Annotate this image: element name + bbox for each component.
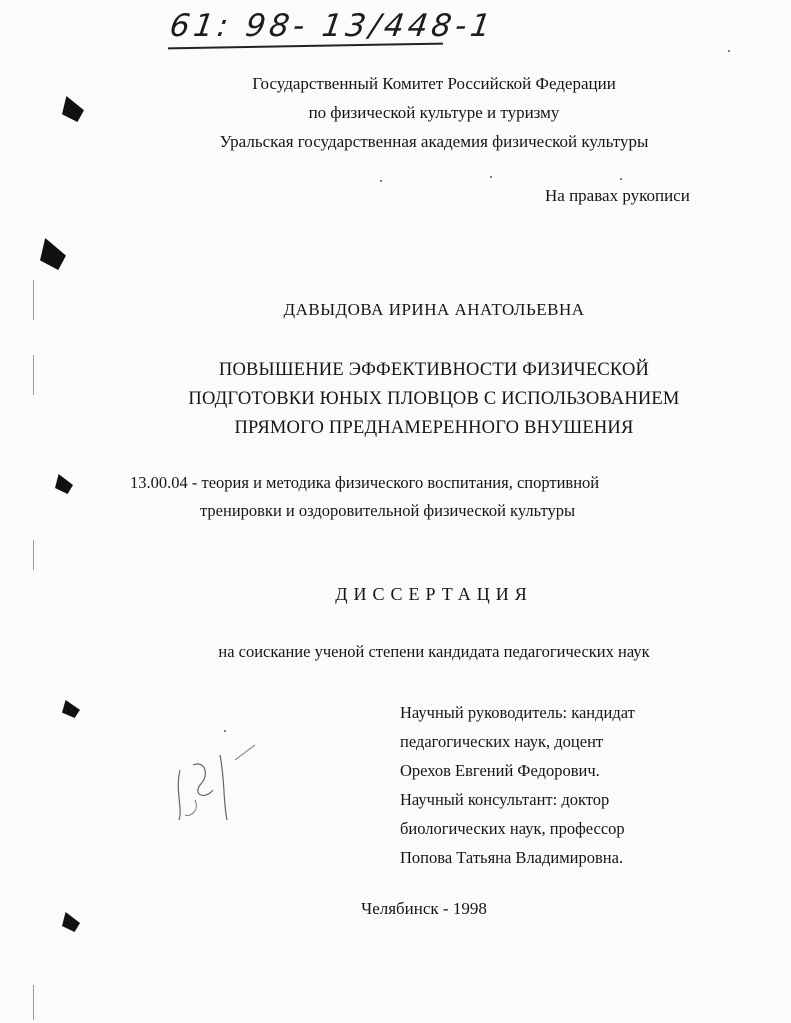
scan-edge-line: [33, 540, 34, 570]
document-type: ДИССЕРТАЦИЯ: [335, 584, 533, 604]
advisor-line-1: Научный руководитель: кандидат: [400, 703, 635, 722]
scan-edge-line: [33, 355, 34, 395]
title-line-1: ПОВЫШЕНИЕ ЭФФЕКТИВНОСТИ ФИЗИЧЕСКОЙ: [218, 360, 650, 380]
title-line-2: ПОДГОТОВКИ ЮНЫХ ПЛОВЦОВ С ИСПОЛЬЗОВАНИЕМ: [188, 389, 680, 409]
scan-edge-line: [33, 985, 34, 1020]
scan-speck: [380, 180, 382, 182]
advisor-line-6: Попова Татьяна Владимировна.: [400, 848, 624, 867]
signature-scribble: [165, 740, 265, 830]
rights-note: На правах рукописи: [545, 186, 690, 205]
specialty-line-1: 13.00.04 - теория и методика физического воспитания, спортивной: [130, 473, 600, 492]
advisor-line-4: Научный консультант: доктор: [400, 790, 610, 809]
scan-mark: [55, 474, 73, 494]
org-line-2: по физической культуре и туризму: [308, 103, 560, 122]
degree-line: на соискание ученой степени кандидата педагогических наук: [218, 642, 650, 661]
scan-speck: [620, 178, 622, 180]
scan-speck: [490, 176, 492, 178]
advisor-line-5: биологических наук, профессор: [400, 819, 625, 838]
specialty-line-2: тренировки и оздоровительной физической культуры: [200, 501, 576, 520]
advisor-block: [400, 698, 635, 872]
org-line-3: Уральская государственная академия физической культуры: [219, 132, 649, 151]
author-name: ДАВЫДОВА ИРИНА АНАТОЛЬЕВНА: [283, 300, 585, 319]
scan-speck: [728, 50, 730, 52]
org-line-1: Государственный Комитет Российской Федерации: [252, 74, 616, 93]
scan-mark: [40, 238, 66, 270]
city-year: Челябинск - 1998: [361, 899, 487, 918]
scan-edge-line: [33, 280, 34, 320]
advisor-line-3: Орехов Евгений Федорович.: [400, 761, 600, 780]
scan-mark: [62, 700, 80, 718]
title-line-3: ПРЯМОГО ПРЕДНАМЕРЕННОГО ВНУШЕНИЯ: [234, 418, 634, 438]
handwritten-archive-code: 61: 98- 13/448-1: [167, 8, 497, 44]
dissertation-title: [0, 356, 791, 443]
advisor-line-2: педагогических наук, доцент: [400, 732, 604, 751]
scan-speck: [224, 730, 226, 732]
